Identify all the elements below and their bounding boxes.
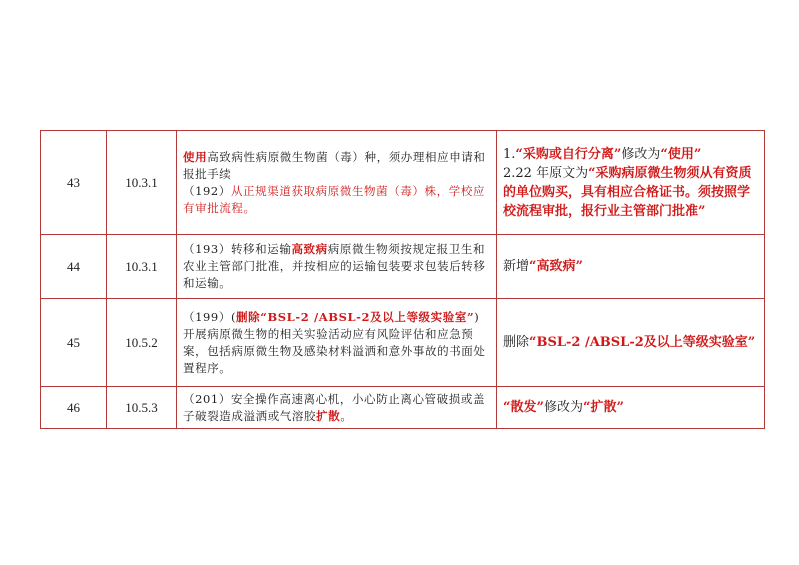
row-number: 45 xyxy=(41,299,107,387)
table-row xyxy=(41,235,765,299)
clause-text xyxy=(177,387,497,429)
table-row xyxy=(41,131,765,235)
clause-text xyxy=(177,235,497,299)
section-number: 10.5.3 xyxy=(107,387,177,429)
clause-prefix: （192） xyxy=(183,183,231,198)
clause-text xyxy=(177,131,497,235)
note-highlight: “散发” xyxy=(503,400,544,415)
section-number: 10.3.1 xyxy=(107,235,177,299)
changed-text: 从正规渠道获取病原微生物菌（毒）株，学校应有审批流程。 xyxy=(183,183,486,215)
clause-text-part: （201）安全操作高速离心机，小心防止离心管破损或盖子破裂造成溢洒或气溶胶 xyxy=(183,391,486,423)
added-text: 使用 xyxy=(183,149,208,164)
revision-note xyxy=(497,387,765,429)
note-highlight: “BSL-2 /ABSL-2及以上等级实验室” xyxy=(529,335,756,350)
note-text: 新增 xyxy=(503,259,530,274)
clause-text-part: )开展病原微生物的相关实验活动应有风险评估和应急预案，包括病原微生物及感染材料溢洒和意外事故的书面处置程序。 xyxy=(183,309,486,375)
note-highlight: “采购病原微生物须从有资质的单位购买，具有相应合格证书。须按照学校流程审批，报行业主管部门批准” xyxy=(503,165,752,219)
revision-note xyxy=(497,299,765,387)
clause-text-part: 高致病性病原微生物菌（毒）种，须办理相应申请和报批手续 xyxy=(183,149,486,181)
note-text: 修改为 xyxy=(621,146,661,162)
note-text: 1. xyxy=(503,146,516,162)
row-number: 44 xyxy=(41,235,107,299)
note-text: 删除 xyxy=(503,335,530,350)
row-number: 46 xyxy=(41,387,107,429)
revision-note xyxy=(497,131,765,235)
note-text: 2.22 年原文为 xyxy=(503,165,589,181)
table-row xyxy=(41,299,765,387)
section-number: 10.3.1 xyxy=(107,131,177,235)
clause-text-part: 病原微生物须按规定报卫生和农业主管部门批准，并按相应的运输包装要求包装后转移和运输。 xyxy=(183,242,486,290)
added-text: 高致病 xyxy=(291,242,328,256)
note-highlight: “使用” xyxy=(660,146,702,162)
section-number: 10.5.2 xyxy=(107,299,177,387)
clause-text-part: （193）转移和运输 xyxy=(183,242,292,256)
row-number: 43 xyxy=(41,131,107,235)
clause-text-part: （199）( xyxy=(183,309,237,324)
clause-text-part: 。 xyxy=(340,408,353,423)
note-highlight: “采购或自行分离” xyxy=(515,146,622,162)
clause-text xyxy=(177,299,497,387)
changed-text: 扩散 xyxy=(316,408,341,423)
note-text: 修改为 xyxy=(543,400,583,415)
revision-note xyxy=(497,235,765,299)
note-highlight: “高致病” xyxy=(529,259,583,274)
table-row xyxy=(41,387,765,429)
revision-table xyxy=(40,130,765,429)
deleted-text: 删除“BSL-2 /ABSL-2及以上等级实验室” xyxy=(236,309,475,324)
note-highlight: “扩散” xyxy=(582,400,624,415)
